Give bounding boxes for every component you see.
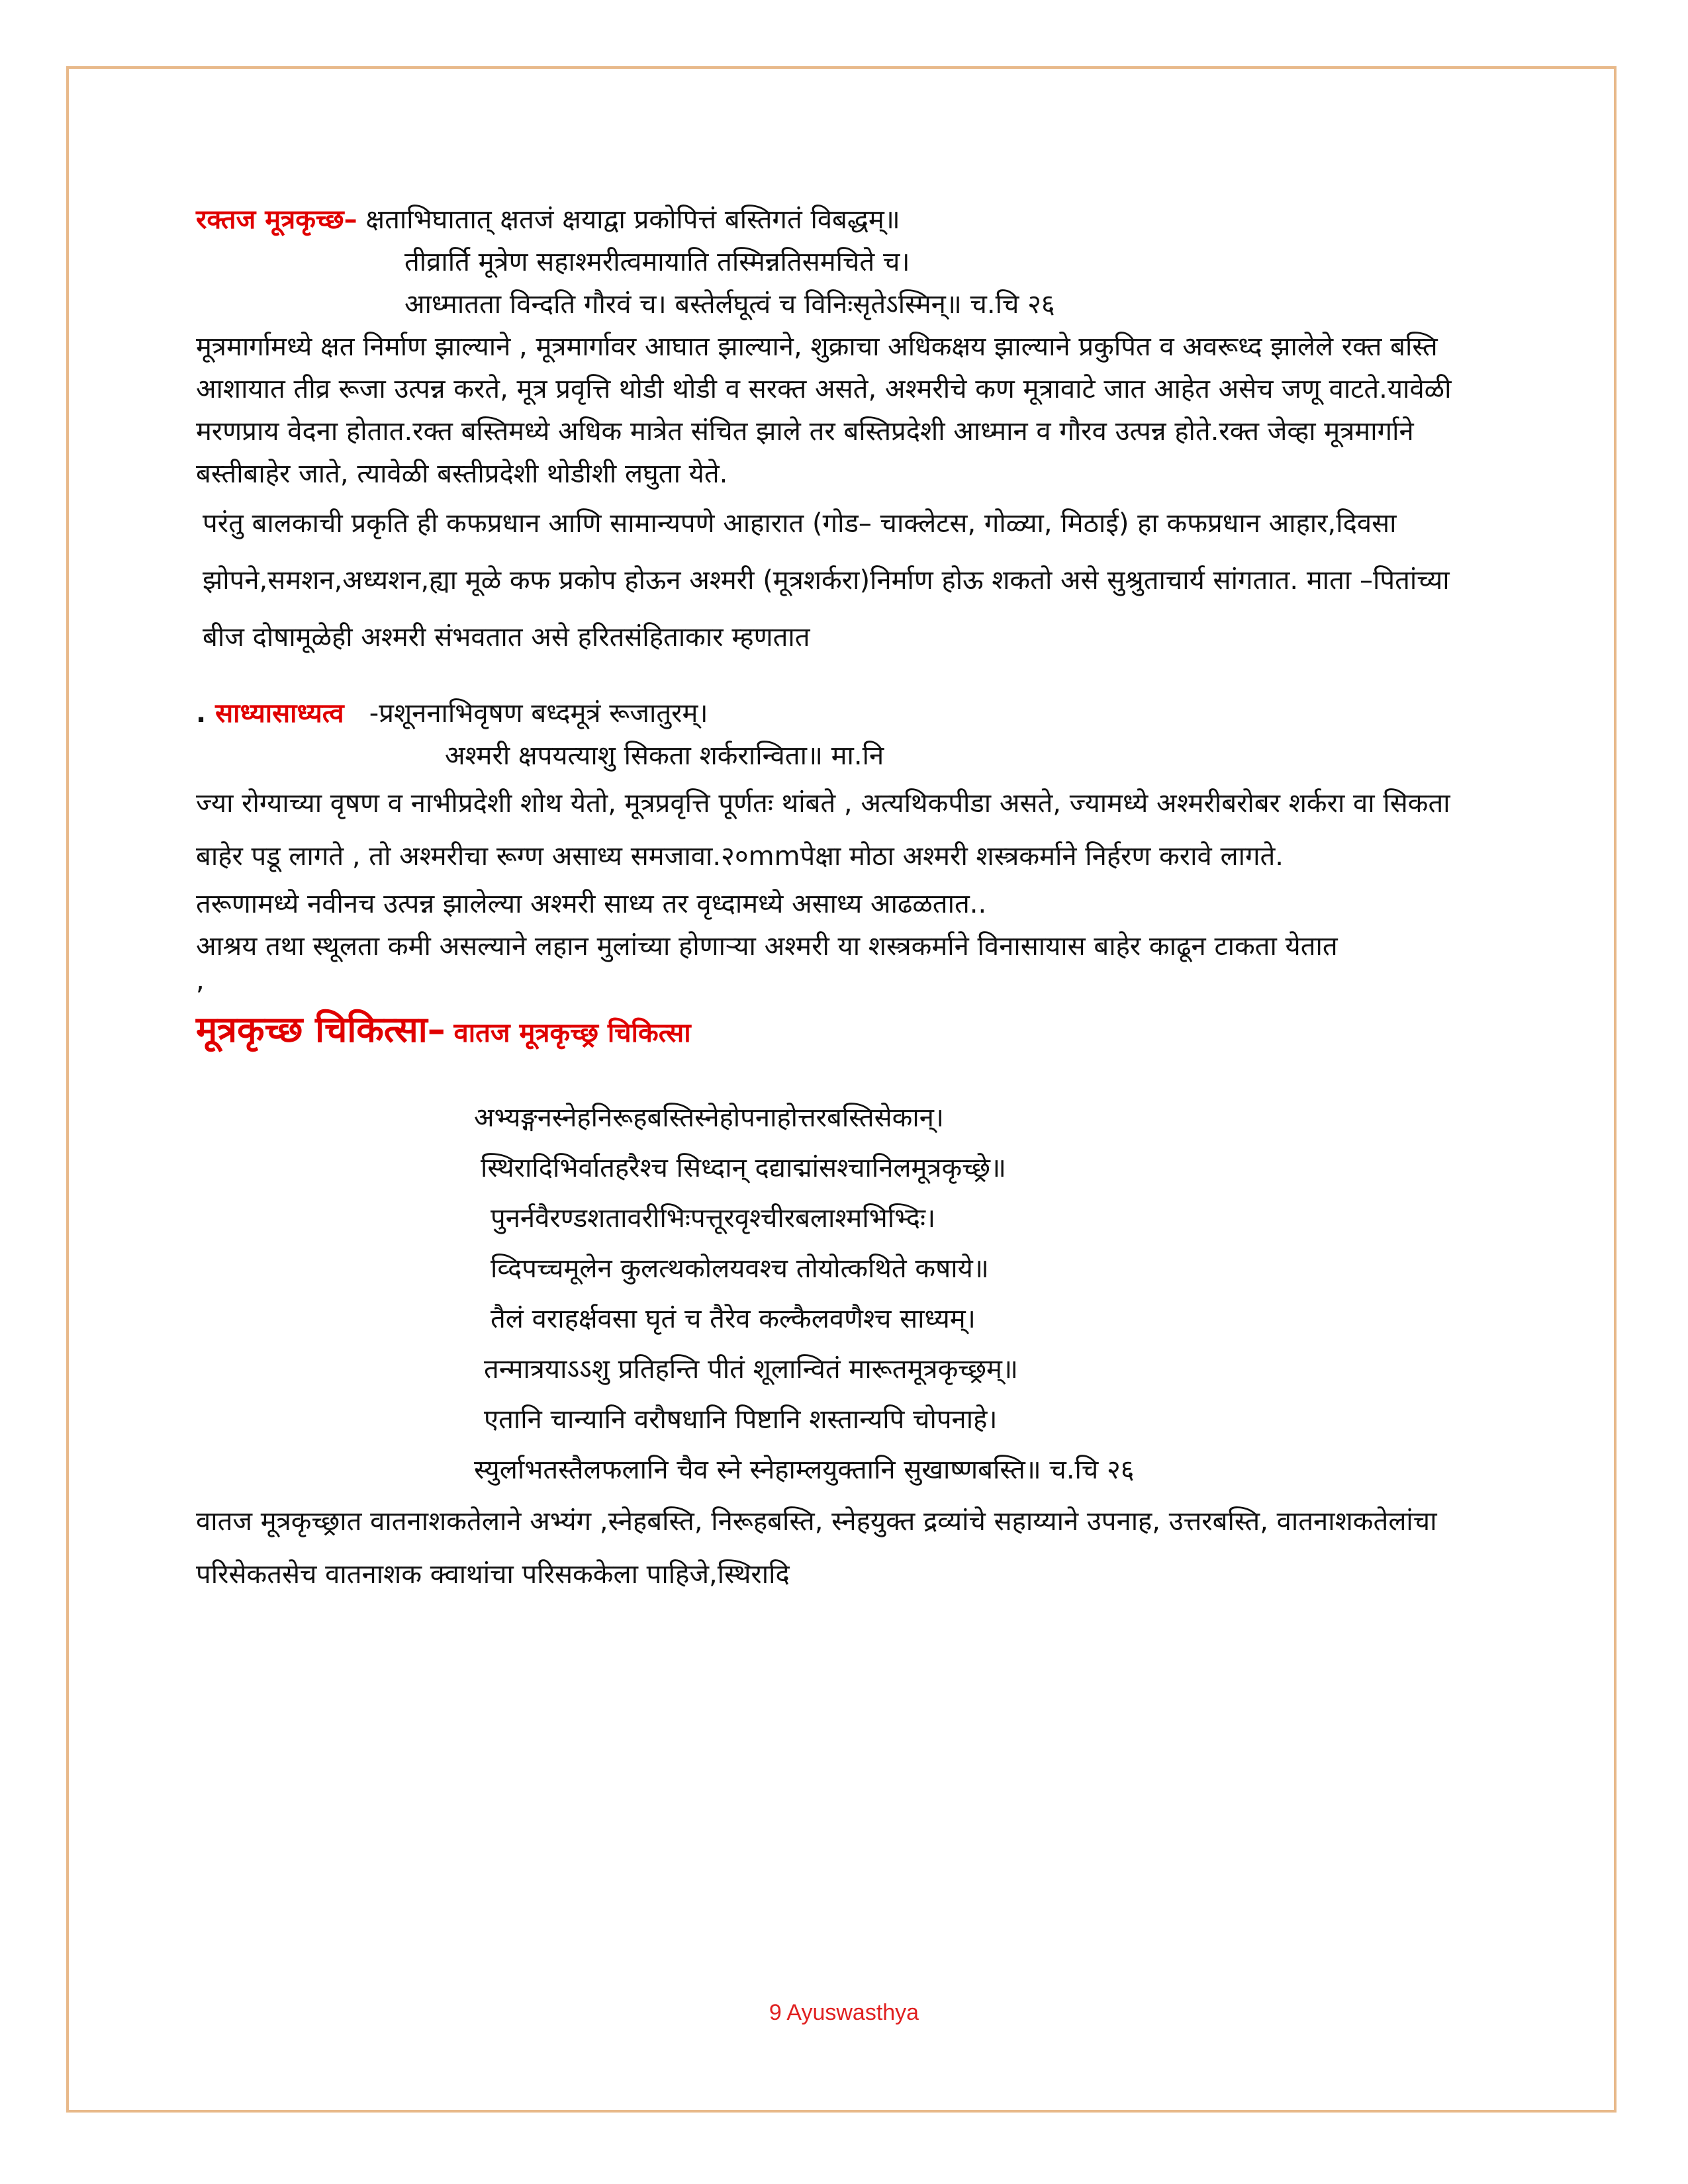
section2-shloka-line1 <box>196 692 1493 735</box>
verse-line: व्दिपच्चमूलेन कुलत्थकोलयवश्च तोयोत्कथिते कषाये॥ <box>491 1253 989 1284</box>
section3-verse-block <box>196 1093 1493 1495</box>
page-content <box>196 199 1493 1601</box>
section2-paragraph3: आश्रय तथा स्थूलता कमी असल्याने लहान मुलांच्या होणाऱ्या अश्मरी या शस्त्रकर्माने विनासायास बाहेर काढून टाकता येतात <box>196 931 1338 962</box>
section3-paragraph1: वातज मूत्रकृच्छ्रात वातनाशकतेलाने अभ्यंग ,स्नेहबस्ति, निरूहबस्ति, स्नेहयुक्त द्रव्यांचे सहाय्याने उपनाह, उत्तरबस्ति, वातनाशकतेलांचा परिसेकतसेच वातनाशक क्वाथांचा परिसककेला पाहिजे,स्थिरादि <box>196 1506 1437 1590</box>
verse-line: अभ्यङ्गनस्नेहनिरूहबस्तिस्नेहोपनाहोत्तरबस्तिसेकान्। <box>474 1103 945 1133</box>
section1-heading: रक्तज मूत्रकृच्छ– <box>196 205 357 235</box>
section2-heading: साध्यासाध्यत्व <box>215 698 344 729</box>
verse-line: तैलं वराहर्क्षवसा घृतं च तैरेव कल्कैलवणैश्च साध्यम्। <box>491 1304 976 1334</box>
section1-shloka-line1 <box>196 199 1493 241</box>
section1-shloka-line3: आध्मातता विन्दति गौरवं च। बस्तेर्लघूत्वं च विनिःसृतेऽस्मिन्॥ च.चि २६ <box>404 289 1055 320</box>
section3-heading-sub: वातज मूत्रकृच्छ्र चिकित्सा <box>453 1018 691 1048</box>
section1-shloka-text1: क्षताभिघातात् क्षतजं क्षयाद्वा प्रकोपित्तं बस्तिगतं विबद्धम्॥ <box>365 205 900 235</box>
section2-paragraph2: तरूणामध्ये नवीनच उत्पन्न झालेल्या अश्मरी साध्य तर वृध्दामध्ये असाध्य आढळतात.. <box>196 889 987 919</box>
section2-prefix: . <box>196 698 216 729</box>
section1-paragraph1: मूत्रमार्गामध्ये क्षत निर्माण झाल्याने , मूत्रमार्गावर आघात झाल्याने, शुक्राचा अधिकक्षय झाल्याने प्रकुपित व अवरूध्द झालेले रक्त बस्ति आशायात तीव्र रूजा उत्पन्न करते, मूत्र प्रवृत्ति थोडी थोडी व सरक्त असते, अश्मरीचे कण मूत्रावाटे जात आहेत असेच जणू वाटते.यावेळी मरणप्राय वेदना होतात.रक्त बस्तिमध्ये अधिक मात्रेत संचित झाले तर बस्तिप्रदेशी आध्मान व गौरव उत्पन्न होते.रक्त जेव्हा मूत्रमार्गाने बस्तीबाहेर जाते, त्यावेळी बस्तीप्रदेशी थोडीशी लघुता येते. <box>196 332 1452 489</box>
section1-paragraph2: परंतु बालकाची प्रकृति ही कफप्रधान आणि सामान्यपणे आहारात (गोड– चाक्लेटस, गोळ्या, मिठाई) हा कफप्रधान आहार,दिवसा झोपने,समशन,अध्यशन,ह्या मूळे कफ प्रकोप होऊन अश्मरी (मूत्रशर्करा)निर्माण होऊ शकतो असे सुश्रुताचार्य सांगतात. माता –पितांच्या बीज दोषामूळेही अश्मरी संभवतात असे हरितसंहिताकार म्हणतात <box>203 508 1450 653</box>
verse-line: एतानि चान्यानि वरौषधानि पिष्टानि शस्तान्यपि चोपनाहे। <box>484 1404 998 1435</box>
section3-heading-line <box>196 1003 1493 1060</box>
section3-heading-main: मूत्रकृच्छ चिकित्सा– <box>196 1009 445 1050</box>
section2-shloka-text1: -प्रशूननाभिवृषण बध्दमूत्रं रूजातुरम्। <box>369 698 708 729</box>
page-footer: 9 Ayuswasthya <box>769 2000 919 2025</box>
section1-shloka-line2: तीव्रार्ति मूत्रेण सहाश्मरीत्वमायाति तस्मिन्नतिसमचिते च। <box>404 247 910 277</box>
verse-line: स्थिरादिभिर्वातहरैश्च सिध्दान् दद्याद्मांसश्चानिलमूत्रकृच्छ्रे॥ <box>481 1153 1006 1183</box>
section2-stray-mark: , <box>196 966 205 996</box>
verse-line: पुनर्नवैरण्डशतावरीभिःपत्तूरवृश्चीरबलाश्मभिभ्दिः। <box>491 1203 936 1234</box>
section2-shloka-line2: अश्मरी क्षपयत्याशु सिकता शर्करान्विता॥ मा.नि <box>445 741 884 771</box>
section2-paragraph1: ज्या रोग्याच्या वृषण व नाभीप्रदेशी शोथ येतो, मूत्रप्रवृत्ति पूर्णतः थांबते , अत्यथिकपीडा असते, ज्यामध्ये अश्मरीबरोबर शर्करा वा सिकता बाहेर पडू लागते , तो अश्मरीचा रूग्ण असाध्य समजावा.२०mmपेक्षा मोठा अश्मरी शस्त्रकर्माने निर्हरण करावे लागते. <box>196 788 1450 872</box>
verse-line: स्युर्लाभतस्तैलफलानि चैव स्ने स्नेहाम्लयुक्तानि सुखाष्णबस्ति॥ च.चि २६ <box>474 1455 1135 1485</box>
verse-line: तन्मात्रयाऽऽशु प्रतिहन्ति पीतं शूलान्वितं मारूतमूत्रकृच्छ्रम्॥ <box>484 1354 1018 1385</box>
